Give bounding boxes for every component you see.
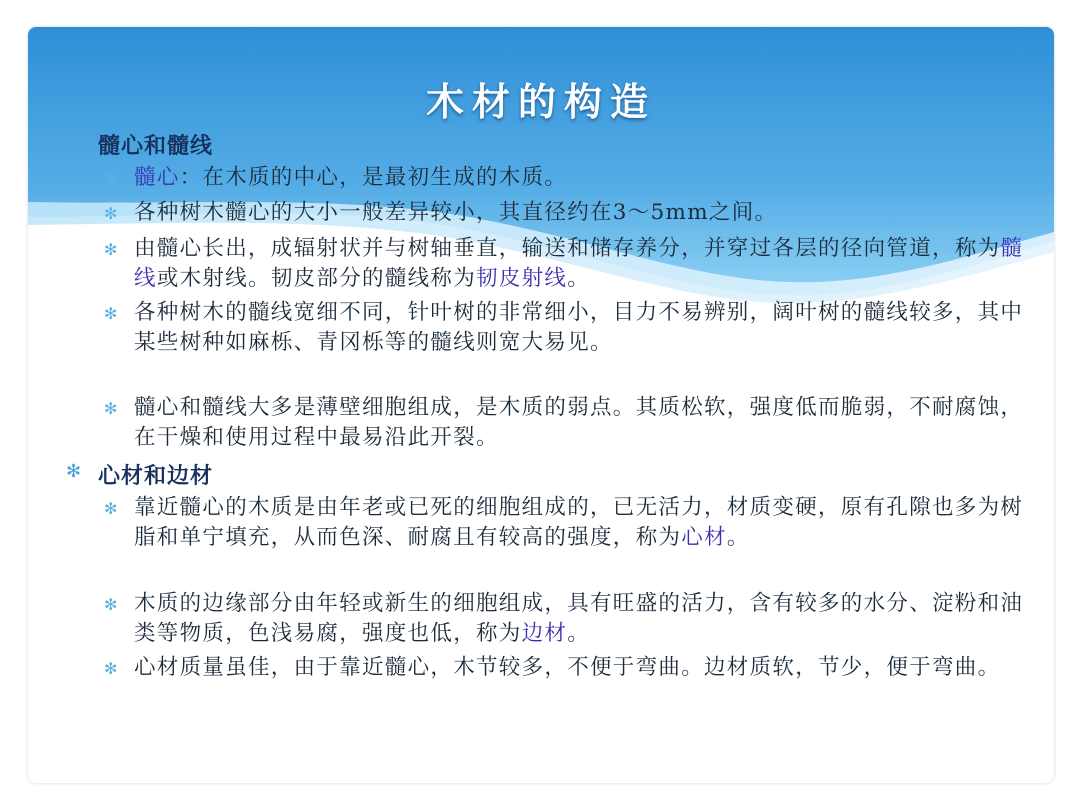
slide-title: 木材的构造	[425, 79, 656, 124]
highlighted-term: 髓心	[134, 165, 180, 190]
text-run: 由髓心长出，成辐射状并与树轴垂直，输送和储存养分，并穿过各层的径向管道，称为	[134, 236, 1001, 261]
bullet-icon: ✻	[104, 304, 118, 323]
item-text	[134, 198, 1024, 228]
item-text	[134, 393, 1024, 453]
bullet-icon: ✻	[104, 204, 118, 223]
list-item	[104, 198, 1024, 228]
list-item	[104, 589, 1024, 649]
bullet-icon: ✻	[104, 240, 118, 259]
bullet-icon: ✻	[104, 399, 118, 418]
item-text	[134, 653, 1024, 683]
section-heading: 心材和边材	[98, 463, 214, 489]
text-run: 各种树木的髓线宽细不同，针叶树的非常细小，目力不易辨别，阔叶树的髓线较多，其中某些树种如麻栎、青冈栎等的髓线则宽大易见。	[134, 300, 1024, 355]
list-item	[104, 234, 1024, 294]
item-text	[134, 163, 1024, 193]
content	[28, 27, 1054, 783]
text-run: ：在木质的中心，是最初生成的木质。	[179, 165, 568, 190]
item-text	[134, 234, 1024, 294]
highlighted-term: 边材	[521, 621, 568, 646]
text-run: 髓心和髓线大多是薄壁细胞组成，是木质的弱点。其质松软，强度低而脆弱，不耐腐蚀，在干燥和使用过程中最易沿此开裂。	[134, 395, 1024, 450]
list-item	[104, 393, 1024, 453]
highlighted-term: 髓线	[134, 236, 1024, 291]
list-item	[104, 653, 1024, 683]
text-run: 各种树木髓心的大小一般差异较小，其直径约在3～5mm之间。	[134, 200, 778, 225]
text-run: 。	[567, 621, 591, 646]
item-text	[134, 589, 1024, 649]
text-run: 木质的边缘部分由年轻或新生的细胞组成，具有旺盛的活力，含有较多的水分、淀粉和油类等物质，色浅易腐，强度也低，称为	[134, 591, 1024, 646]
list-item	[104, 163, 1024, 193]
bullet-icon: ✻	[104, 169, 118, 188]
text-run: 。	[726, 525, 750, 550]
bullet-icon: ✻	[104, 659, 118, 678]
bullet-icon: ✻	[104, 595, 118, 614]
text-run: 。	[567, 266, 591, 291]
highlighted-term: 韧皮射线	[476, 266, 568, 291]
bullet-icon: ✻	[104, 499, 118, 518]
slide	[28, 27, 1054, 783]
list-item	[104, 298, 1024, 358]
text-run: 或木射线。韧皮部分的髓线称为	[156, 266, 477, 291]
section-heading: 髓心和髓线	[98, 133, 214, 159]
highlighted-term: 心材	[681, 525, 727, 550]
text-run: 心材质量虽佳，由于靠近髓心，木节较多，不便于弯曲。边材质软，节少，便于弯曲。	[134, 655, 1001, 680]
list-item	[104, 493, 1024, 553]
item-text	[134, 493, 1024, 553]
section-bullet-icon: ✻	[66, 461, 82, 482]
text-run: 靠近髓心的木质是由年老或已死的细胞组成的，已无活力，材质变硬，原有孔隙也多为树脂和单宁填充，从而色深、耐腐且有较高的强度，称为	[134, 495, 1024, 550]
item-text	[134, 298, 1024, 358]
